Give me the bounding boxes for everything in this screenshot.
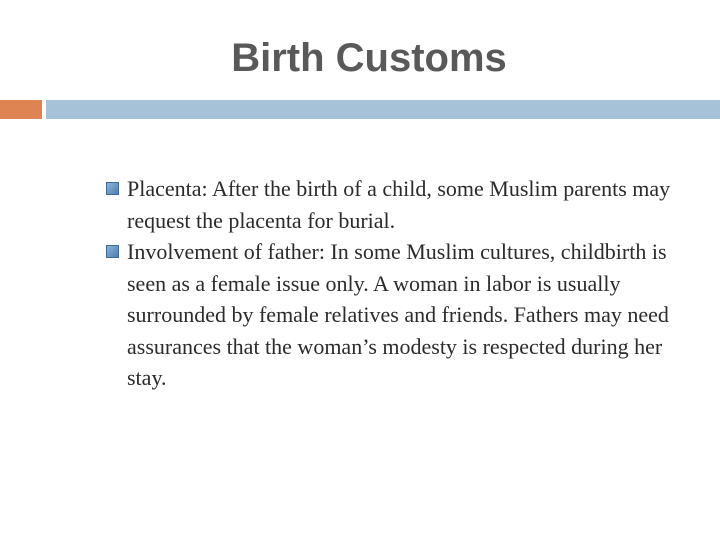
bullet-text: After the birth of a child, some Muslim parents may request the placenta for burial.	[127, 176, 671, 233]
slide-content	[84, 173, 684, 394]
bullet-text: In some Muslim cultures, childbirth is seen as a female issue only. A woman in labor is usually surrounded by female relatives and friends. Fathers may need assurances that the woman’s modesty is respected during her stay.	[127, 239, 669, 390]
bullet-term: Involvement of father	[127, 239, 319, 264]
bullet-separator: :	[318, 239, 325, 264]
slide-title: Birth Customs	[231, 36, 507, 80]
bullet-item-involvement-of-father	[84, 236, 684, 394]
accent-bar-right	[46, 100, 720, 119]
bullet-separator: :	[201, 176, 208, 201]
bullet-term: Placenta	[127, 176, 202, 201]
square-bullet-icon	[106, 182, 119, 195]
accent-bar-left	[0, 100, 42, 119]
square-bullet-icon	[106, 245, 119, 258]
bullet-item-placenta	[84, 173, 684, 236]
